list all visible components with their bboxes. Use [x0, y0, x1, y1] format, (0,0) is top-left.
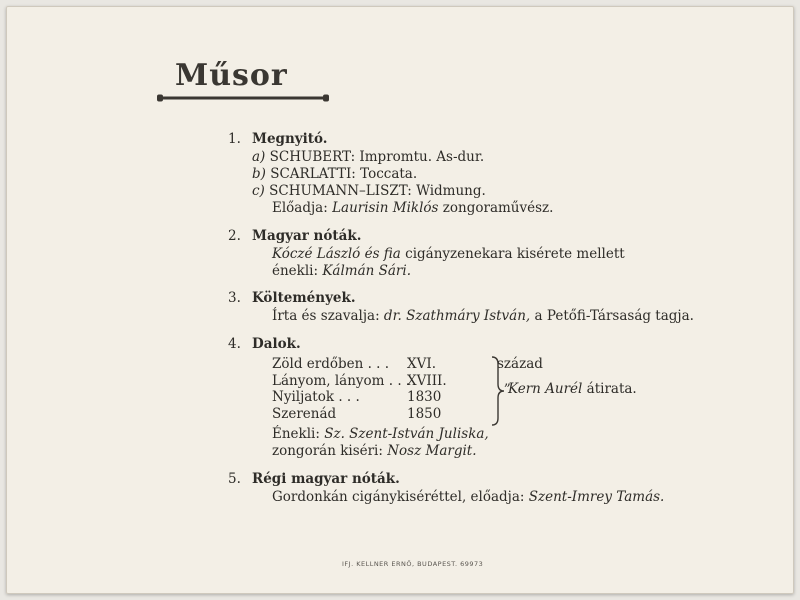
performer-line: Előadja: Laurisin Miklós zongoraművész.: [272, 200, 554, 216]
cello-line: Gordonkán cigánykiséréttel, előadja: Szent-Imrey Tamás.: [272, 489, 665, 505]
item-number: 1.: [228, 131, 241, 147]
right-brace: [490, 356, 506, 426]
sub-item-c: c) SCHUMANN–LISZT: Widmung.: [252, 183, 486, 199]
item-heading: Megnyitó.: [252, 131, 328, 147]
item-number: 3.: [228, 290, 241, 306]
item-number: 4.: [228, 336, 241, 352]
item-heading: Dalok.: [252, 336, 301, 352]
sub-item-b: b) SCARLATTI: Toccata.: [252, 166, 418, 182]
singer-line: énekli: Kálmán Sári.: [272, 263, 411, 279]
title-ornament-rule: [157, 94, 329, 102]
pianist-line: zongorán kiséri: Nosz Margit.: [272, 443, 477, 459]
singer-line: Énekli: Sz. Szent-István Juliska,: [272, 426, 489, 442]
item-heading: Régi magyar nóták.: [252, 471, 400, 487]
page-title: Műsor: [175, 58, 288, 93]
arranger-note: Kern Aurél átirata.: [508, 381, 637, 397]
author-line: Írta és szavalja: dr. Szathmáry István, a Petőfi-Társaság tagja.: [272, 308, 694, 324]
item-heading: Költemények.: [252, 290, 356, 306]
item-number: 2.: [228, 228, 241, 244]
accompaniment-line: Kóczé László és fia cigányzenekara kisérete mellett: [272, 246, 625, 262]
sub-item-a: a) SCHUBERT: Impromtu. As-dur.: [252, 149, 485, 165]
item-heading: Magyar nóták.: [252, 228, 362, 244]
printer-imprint: IFJ. KELLNER ERNŐ, BUDAPEST. 69973: [342, 560, 484, 568]
item-number: 5.: [228, 471, 241, 487]
